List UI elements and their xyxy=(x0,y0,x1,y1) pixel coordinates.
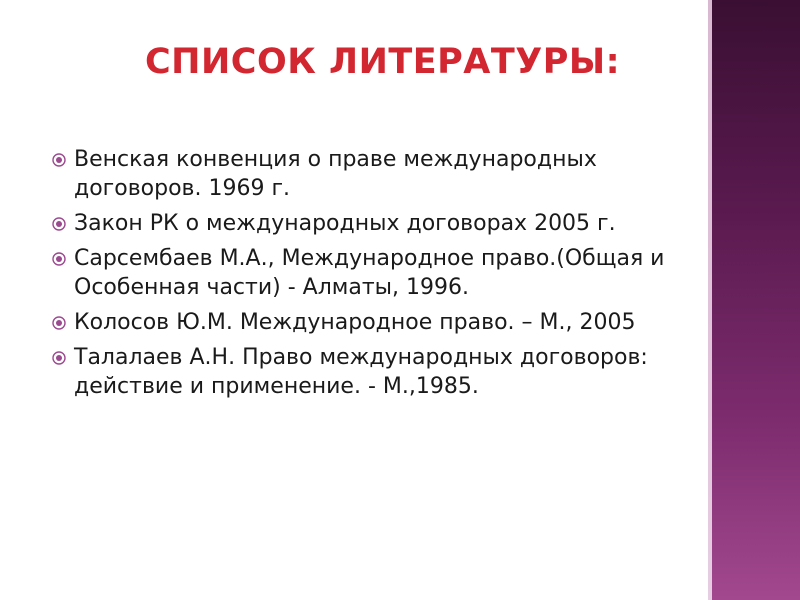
circle-bullet-icon xyxy=(52,316,66,330)
reference-item xyxy=(48,244,668,302)
decorative-side-band xyxy=(712,0,800,600)
circle-bullet-icon xyxy=(52,153,66,167)
reference-list xyxy=(48,145,668,407)
reference-text: Талалаев А.Н. Право международных договоров: действие и применение. - М.,1985. xyxy=(74,345,648,399)
reference-text: Сарсембаев М.А., Международное право.(Общая и Особенная части) - Алматы, 1996. xyxy=(74,246,665,300)
reference-text: Закон РК о международных договорах 2005 г. xyxy=(74,211,616,236)
circle-bullet-icon xyxy=(52,351,66,365)
circle-bullet-icon xyxy=(52,217,66,231)
slide-title: СПИСОК ЛИТЕРАТУРЫ: xyxy=(145,42,621,82)
reference-item xyxy=(48,145,668,203)
reference-text: Венская конвенция о праве международных договоров. 1969 г. xyxy=(74,147,597,201)
reference-item xyxy=(48,308,668,337)
circle-bullet-icon xyxy=(52,252,66,266)
reference-item xyxy=(48,209,668,238)
reference-item xyxy=(48,343,668,401)
reference-text: Колосов Ю.М. Международное право. – М., 2005 xyxy=(74,310,636,335)
